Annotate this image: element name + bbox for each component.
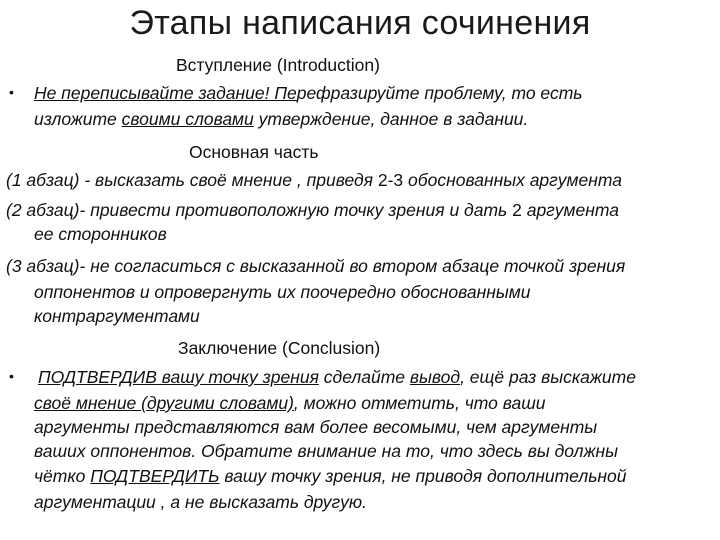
conclusion-line-3: аргументы представляются вам более весомыми, чем аргументы bbox=[34, 417, 598, 437]
conclusion-line-2 bbox=[34, 393, 545, 414]
conclusion-line-1-underlined: ПОДТВЕРДИВ вашу точку зрения bbox=[38, 367, 319, 387]
conclusion-line-5-start: чётко bbox=[34, 466, 91, 486]
main-paragraph-3-cont-2: контраргументами bbox=[34, 306, 200, 326]
conclusion-line-6: аргументации , а не высказать другую. bbox=[34, 492, 367, 512]
conclusion-line-5-underlined: ПОДТВЕРДИТЬ bbox=[90, 466, 220, 486]
main-paragraph-2-cont: ее сторонников bbox=[34, 224, 167, 244]
conclusion-line-1 bbox=[38, 367, 636, 388]
conclusion-line-4: ваших оппонентов. Обратите внимание на то, что здесь вы должны bbox=[34, 441, 619, 461]
intro-line-2-start: изложите bbox=[34, 109, 122, 129]
intro-line-2-underlined: своими словами bbox=[121, 109, 254, 129]
conclusion-line-1-end: , ещё раз выскажите bbox=[460, 367, 636, 387]
intro-bullet: • bbox=[9, 84, 14, 100]
intro-line-1-rest: рефразируйте проблему, то есть bbox=[296, 83, 583, 103]
intro-line-1 bbox=[34, 83, 583, 104]
conclusion-line-2-underlined: своё мнение (другими словами) bbox=[34, 393, 294, 413]
main-p1-end: обоснованных аргумента bbox=[403, 170, 623, 190]
main-paragraph-1 bbox=[6, 170, 622, 191]
main-p2-start: (2 абзац)- привести противоположную точку зрения и дать bbox=[6, 200, 513, 220]
main-p2-end: аргумента bbox=[521, 200, 620, 220]
main-p1-count: 2-3 bbox=[377, 170, 404, 190]
main-paragraph-3: (3 абзац)- не согласиться с высказанной во втором абзаце точкой зрения bbox=[6, 256, 626, 276]
intro-line-2-end: утверждение, данное в задании. bbox=[253, 109, 529, 129]
conclusion-line-5-end: вашу точку зрения, не приводя дополнительной bbox=[219, 466, 627, 486]
main-paragraph-2 bbox=[6, 200, 619, 221]
conclusion-line-1-word: вывод bbox=[409, 367, 461, 387]
conclusion-line-2-end: , можно отметить, что ваши bbox=[293, 393, 546, 413]
conclusion-bullet: • bbox=[9, 368, 14, 384]
intro-line-1-underlined: Не переписывайте задание! Пе bbox=[34, 83, 297, 103]
main-heading: Основная часть bbox=[189, 142, 319, 162]
page-title: Этапы написания сочинения bbox=[129, 4, 591, 42]
main-p1-start: (1 абзац) - высказать своё мнение , приведя bbox=[6, 170, 378, 190]
conclusion-heading: Заключение (Conclusion) bbox=[178, 338, 381, 358]
conclusion-line-5 bbox=[34, 466, 627, 487]
main-paragraph-3-cont-1: оппонентов и опровергнуть их поочередно обоснованными bbox=[34, 282, 531, 302]
intro-line-2 bbox=[34, 109, 528, 130]
main-p2-count: 2 bbox=[512, 200, 522, 220]
intro-heading: Вступление (Introduction) bbox=[176, 55, 380, 75]
conclusion-line-1-mid: сделайте bbox=[318, 367, 410, 387]
